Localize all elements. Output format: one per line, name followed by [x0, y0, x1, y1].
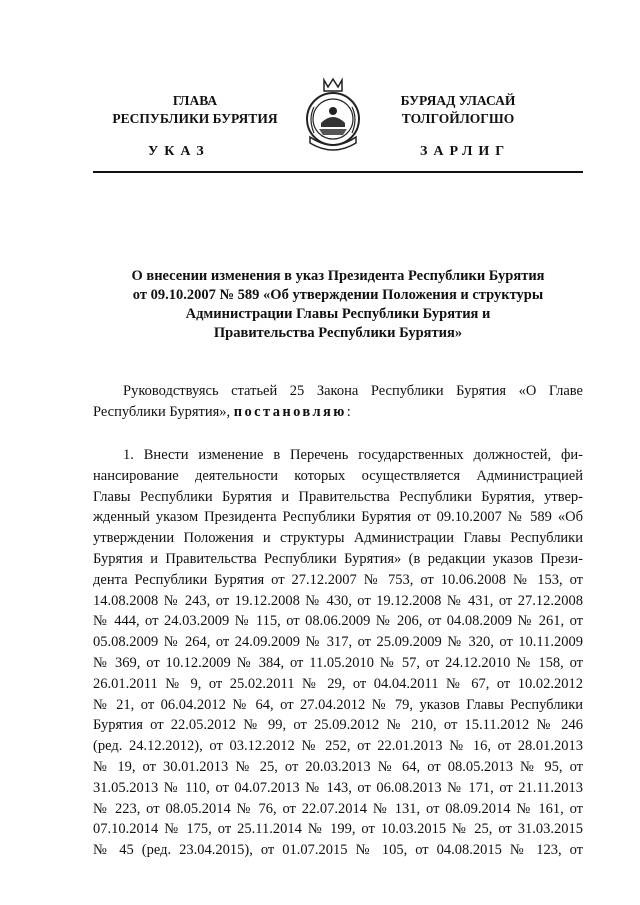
clause-line: дента Республики Бурятия от 27.12.2007 № 753, от 10.06.2008 № 153, от	[93, 571, 583, 588]
clause-line: Бурятия и Правительства Республики Бурятия» (в редакции указов Прези-	[93, 550, 583, 567]
header-left-line1: ГЛАВА	[172, 93, 218, 108]
preamble-line2-end: :	[346, 403, 351, 420]
decree-keyword: постановляю	[233, 403, 347, 420]
clause-line: 07.10.2014 № 175, от 25.11.2014 № 199, от 10.03.2015 № 25, от 31.03.2015	[93, 821, 583, 838]
clause-line: 05.08.2009 № 264, от 24.09.2009 № 317, от 25.09.2009 № 320, от 10.11.2009	[93, 634, 583, 651]
header-left	[95, 92, 295, 128]
clause-line: 1. Внести изменение в Перечень государственных должностей, фи-	[123, 447, 583, 463]
preamble-line2-text: Республики Бурятия»,	[93, 403, 231, 420]
header-right	[378, 92, 538, 128]
title-line: Администрации Главы Республики Бурятия и	[185, 306, 491, 322]
clause-line: 26.01.2011 № 9, от 25.02.2011 № 29, от 04.04.2011 № 67, от 10.02.2012	[93, 675, 583, 692]
clause-line: утверждении Положения и структуры Администрации Главы Республики	[93, 530, 583, 547]
header-right-line2: ТОЛГОЙЛОГШО	[401, 111, 515, 126]
preamble-line	[93, 402, 583, 423]
header-divider	[93, 171, 583, 173]
buryatia-coat-of-arms-icon	[302, 77, 364, 157]
clause-line: нансирование деятельности которых осуществляется Администрацией	[93, 467, 583, 484]
header-right-line1: БУРЯАД УЛАСАЙ	[400, 93, 516, 108]
clause-line: № 19, от 30.01.2013 № 25, от 20.03.2013 № 64, от 08.05.2013 № 95, от	[93, 758, 583, 775]
clause-line: № 369, от 10.12.2009 № 384, от 11.05.2010 № 57, от 24.12.2010 № 158, от	[93, 654, 583, 671]
clause-line: № 444, от 24.03.2009 № 115, от 08.06.2009 № 206, от 04.08.2009 № 261, от	[93, 613, 583, 630]
title-line: О внесении изменения в указ Президента Республики Бурятия	[131, 268, 545, 284]
preamble-line: Руководствуясь статьей 25 Закона Республики Бурятия «О Главе	[123, 383, 583, 399]
clause-line: Главы Республики Бурятия и Правительства Республики Бурятия, утвер-	[93, 488, 583, 505]
document-title	[93, 267, 583, 343]
clause-1-paragraph	[93, 445, 583, 861]
clause-line: (ред. 24.12.2012), от 03.12.2012 № 252, от 22.01.2013 № 16, от 28.01.2013	[93, 738, 583, 755]
title-line: Правительства Республики Бурятия»	[213, 325, 463, 341]
clause-line: № 45 (ред. 23.04.2015), от 01.07.2015 № 105, от 04.08.2015 № 123, от	[93, 842, 583, 859]
title-line: от 09.10.2007 № 589 «Об утверждении Положения и структуры	[132, 287, 544, 303]
doc-type-right: ЗАРЛИГ	[420, 144, 511, 159]
header-left-line2: РЕСПУБЛИКИ БУРЯТИЯ	[112, 111, 278, 126]
doc-type-left: УКАЗ	[148, 144, 210, 159]
clause-line: жденный указом Президента Республики Бурятия от 09.10.2007 № 589 «Об	[93, 509, 583, 526]
clause-line: 14.08.2008 № 243, от 19.12.2008 № 430, от 19.12.2008 № 431, от 27.12.2008	[93, 592, 583, 609]
clause-line: № 223, от 08.05.2014 № 76, от 22.07.2014 № 131, от 08.09.2014 № 161, от	[93, 800, 583, 817]
clause-line: 31.05.2013 № 110, от 04.07.2013 № 143, от 06.08.2013 № 171, от 21.11.2013	[93, 779, 583, 796]
clause-line: № 21, от 06.04.2012 № 64, от 27.04.2012 № 79, указов Главы Республики	[93, 696, 583, 713]
clause-line: Бурятия от 22.05.2012 № 99, от 25.09.2012 № 210, от 15.11.2012 № 246	[93, 717, 583, 734]
preamble-paragraph	[93, 381, 583, 423]
